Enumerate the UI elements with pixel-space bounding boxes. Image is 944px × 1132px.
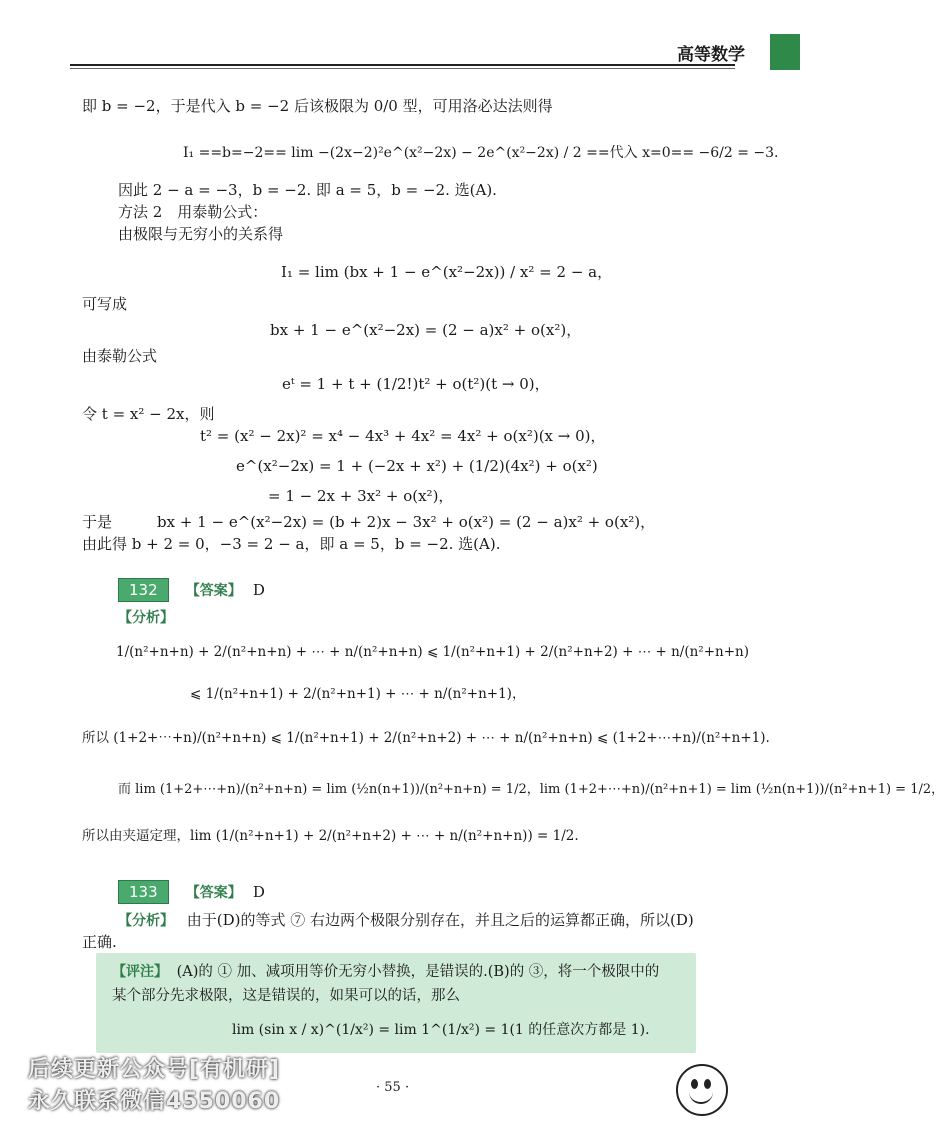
text-line-conclusion: 因此 2 − a = −3，b = −2. 即 a = 5，b = −2. 选(A). xyxy=(118,181,497,199)
text-line-1: 即 b = −2，于是代入 b = −2 后该极限为 0/0 型，可用洛必达法则得 xyxy=(82,97,553,115)
text-line-substitution: 令 t = x² − 2x，则 xyxy=(82,405,215,423)
watermark-line-1: 后续更新公众号[有机研] xyxy=(28,1057,281,1082)
limit-evaluation: 而 lim (1+2+⋯+n)/(n²+n+n) = lim (½n(n+1))/(n²+n+n) = 1/2，lim (1+2+⋯+n)/(n²+n+1) = lim (½n(n+1))/(n²+n+1) = 1/2， xyxy=(118,782,944,797)
equation-lhospital: I₁ ==b=−2== lim −(2x−2)²e^(x²−2x) − 2e^(x²−2x) / 2 ==代入 x=0== −6/2 = −3. xyxy=(183,145,779,161)
running-header-title: 高等数学 xyxy=(677,45,745,65)
analysis-tag: 【分析】 xyxy=(118,610,174,626)
problem-number-badge: 132 xyxy=(118,578,169,602)
analysis-tag: 【分析】 xyxy=(118,913,174,929)
answer-tag: 【答案】 xyxy=(185,885,242,901)
text-line-relation: 由极限与无穷小的关系得 xyxy=(118,225,284,243)
comment-text-1: (A)的 ① 加、减项用等价无穷小替换，是错误的.(B)的 ③，将一个极限中的 xyxy=(176,964,660,980)
equation-t-squared: t² = (x² − 2x)² = x⁴ − 4x³ + 4x² = 4x² + o(x²)(x → 0)， xyxy=(200,427,606,445)
squeeze-theorem-line: 所以由夹逼定理，lim (1/(n²+n+1) + 2/(n²+n+2) + ⋯ + n/(n²+n+n)) = 1/2. xyxy=(82,828,579,844)
method-2-heading: 方法 2 用泰勒公式： xyxy=(118,203,268,221)
analysis-line-133 xyxy=(118,910,694,931)
page-number: · 55 · xyxy=(376,1080,410,1095)
inequality-line-1: 1/(n²+n+n) + 2/(n²+n+n) + ⋯ + n/(n²+n+n) ⩽ 1/(n²+n+1) + 2/(n²+n+2) + ⋯ + n/(n²+n+n) xyxy=(116,644,749,660)
equation-exp-expansion: e^(x²−2x) = 1 + (−2x + x²) + (1/2)(4x²) + o(x²) xyxy=(236,457,598,475)
analysis-text: 由于(D)的等式 ⑦ 右边两个极限分别存在，并且之后的运算都正确，所以(D) xyxy=(186,911,694,929)
smiley-face-icon xyxy=(676,1064,728,1116)
equation-exp-simplified: = 1 − 2x + 3x² + o(x²)， xyxy=(268,487,454,505)
watermark-line-2: 永久联系微信4550060 xyxy=(28,1089,281,1114)
comment-tag: 【评注】 xyxy=(112,964,168,980)
problem-133-header xyxy=(118,880,265,904)
problem-number-badge: 133 xyxy=(118,880,169,904)
smiley-eye-icon xyxy=(704,1079,711,1089)
header-rule-thin xyxy=(70,68,735,69)
analysis-text-cont: 正确. xyxy=(82,933,117,951)
chapter-tab xyxy=(770,34,800,70)
smiley-eye-icon xyxy=(691,1079,698,1089)
comment-line-1 xyxy=(112,962,659,982)
equation-taylor-exp: eᵗ = 1 + t + (1/2!)t² + o(t²)(t → 0)， xyxy=(282,375,550,393)
text-line-taylor: 由泰勒公式 xyxy=(82,347,158,365)
comment-line-2: 某个部分先求极限，这是错误的，如果可以的话，那么 xyxy=(112,988,460,1004)
inequality-line-2: ⩽ 1/(n²+n+1) + 2/(n²+n+1) + ⋯ + n/(n²+n+1)， xyxy=(190,686,526,702)
text-line-final-answer: 由此得 b + 2 = 0，−3 = 2 − a，即 a = 5，b = −2. 选(A). xyxy=(82,535,501,553)
header-rule xyxy=(70,64,735,66)
problem-132-header xyxy=(118,578,265,602)
equation-compare: 于是 bx + 1 − e^(x²−2x) = (b + 2)x − 3x² + o(x²) = (2 − a)x² + o(x²)， xyxy=(82,513,656,531)
equation-rewrite: bx + 1 − e^(x²−2x) = (2 − a)x² + o(x²)， xyxy=(270,321,582,339)
answer-value: D xyxy=(252,883,265,901)
answer-tag: 【答案】 xyxy=(185,583,242,599)
smiley-mouth-icon xyxy=(689,1090,713,1104)
equation-I1-limit: I₁ = lim (bx + 1 − e^(x²−2x)) / x² = 2 − a， xyxy=(281,263,613,281)
text-line-rewrite: 可写成 xyxy=(82,295,128,313)
inequality-line-3: 所以 (1+2+⋯+n)/(n²+n+n) ⩽ 1/(n²+n+1) + 2/(n²+n+2) + ⋯ + n/(n²+n+n) ⩽ (1+2+⋯+n)/(n²+n+1). xyxy=(82,730,770,746)
answer-value: D xyxy=(252,581,265,599)
comment-equation: lim (sin x / x)^(1/x²) = lim 1^(1/x²) = 1(1 的任意次方都是 1). xyxy=(232,1022,650,1038)
